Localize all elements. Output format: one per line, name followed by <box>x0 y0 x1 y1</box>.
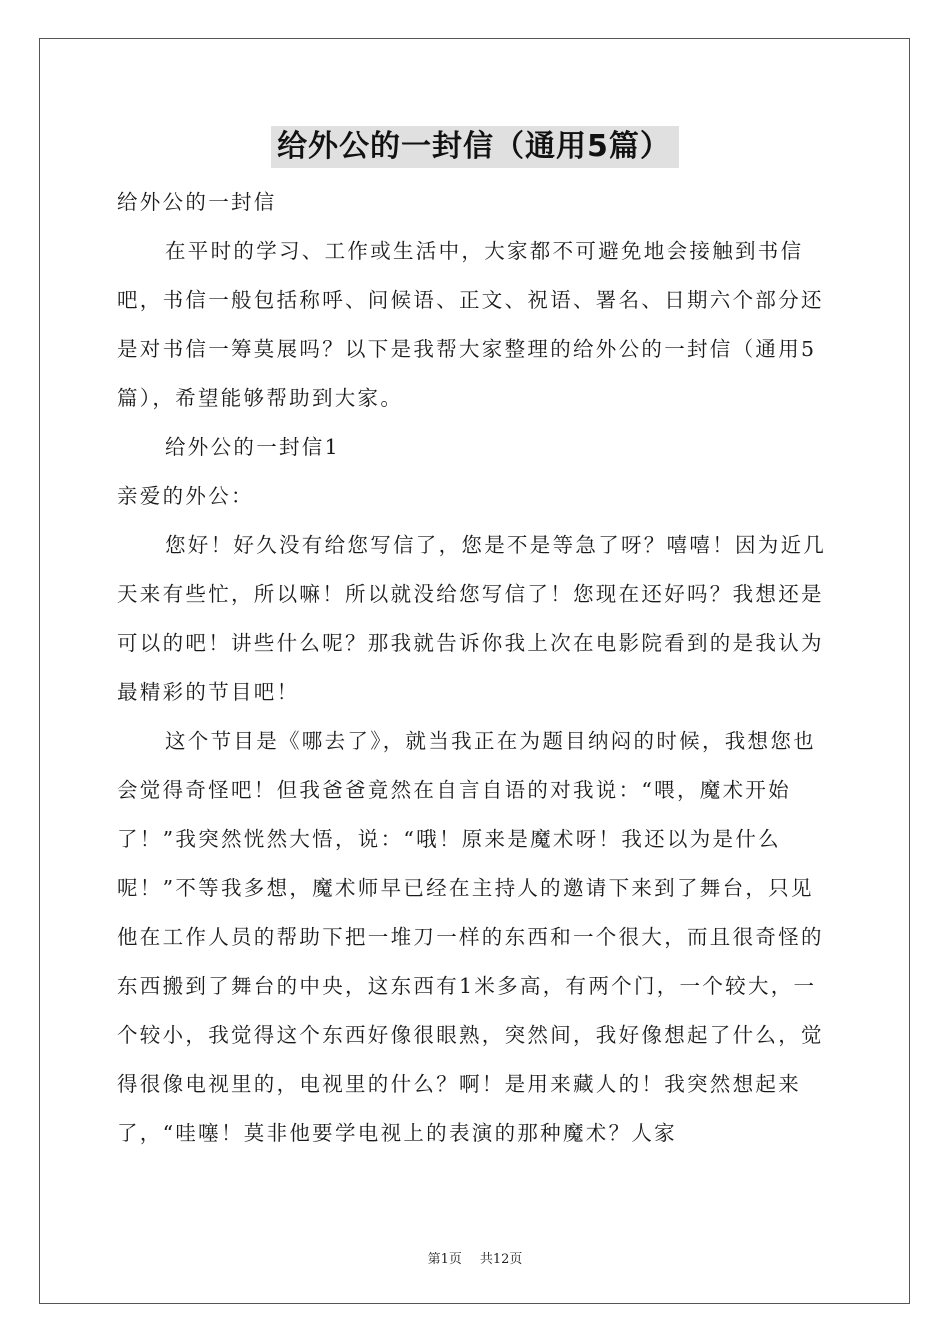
page-footer <box>0 1248 950 1267</box>
letter-paragraph: 您好！好久没有给您写信了，您是不是等急了呀？嘻嘻！因为近几天来有些忙，所以嘛！所以就没给您写信了！您现在还好吗？我想还是可以的吧！讲些什么呢？那我就告诉你我上次在电影院看到的是我认为最精彩的节目吧！ <box>117 533 827 704</box>
document-title: 给外公的一封信（通用5篇） <box>271 126 679 168</box>
page-total: 共12页 <box>479 1252 523 1267</box>
page-number: 第1页 <box>427 1252 462 1267</box>
letter-heading: 给外公的一封信1 <box>165 435 340 459</box>
document-body <box>117 178 833 1158</box>
letter-paragraph: 这个节目是《哪去了》，就当我正在为题目纳闷的时候，我想您也会觉得奇怪吧！但我爸爸竟然在自言自语的对我说：“喂，魔术开始了！”我突然恍然大悟，说：“哦！原来是魔术呀！我还以为是什么呢！”不等我多想，魔术师早已经在主持人的邀请下来到了舞台，只见他在工作人员的帮助下把一堆刀一样的东西和一个很大，而且很奇怪的东西搬到了舞台的中央，这东西有1米多高，有两个门，一个较大，一个较小，我觉得这个东西好像很眼熟，突然间，我好像想起了什么，觉得很像电视里的，电视里的什么？啊！是用来藏人的！我突然想起来了，“哇噻！莫非他要学电视上的表演的那种魔术？人家 <box>117 729 824 1145</box>
intro-paragraph: 在平时的学习、工作或生活中，大家都不可避免地会接触到书信吧，书信一般包括称呼、问候语、正文、祝语、署名、日期六个部分还是对书信一筹莫展吗？以下是我帮大家整理的给外公的一封信（通用5篇），希望能够帮助到大家。 <box>117 239 824 410</box>
section-heading: 给外公的一封信 <box>117 190 277 214</box>
letter-salutation: 亲爱的外公： <box>117 484 254 508</box>
title-container <box>0 126 950 168</box>
